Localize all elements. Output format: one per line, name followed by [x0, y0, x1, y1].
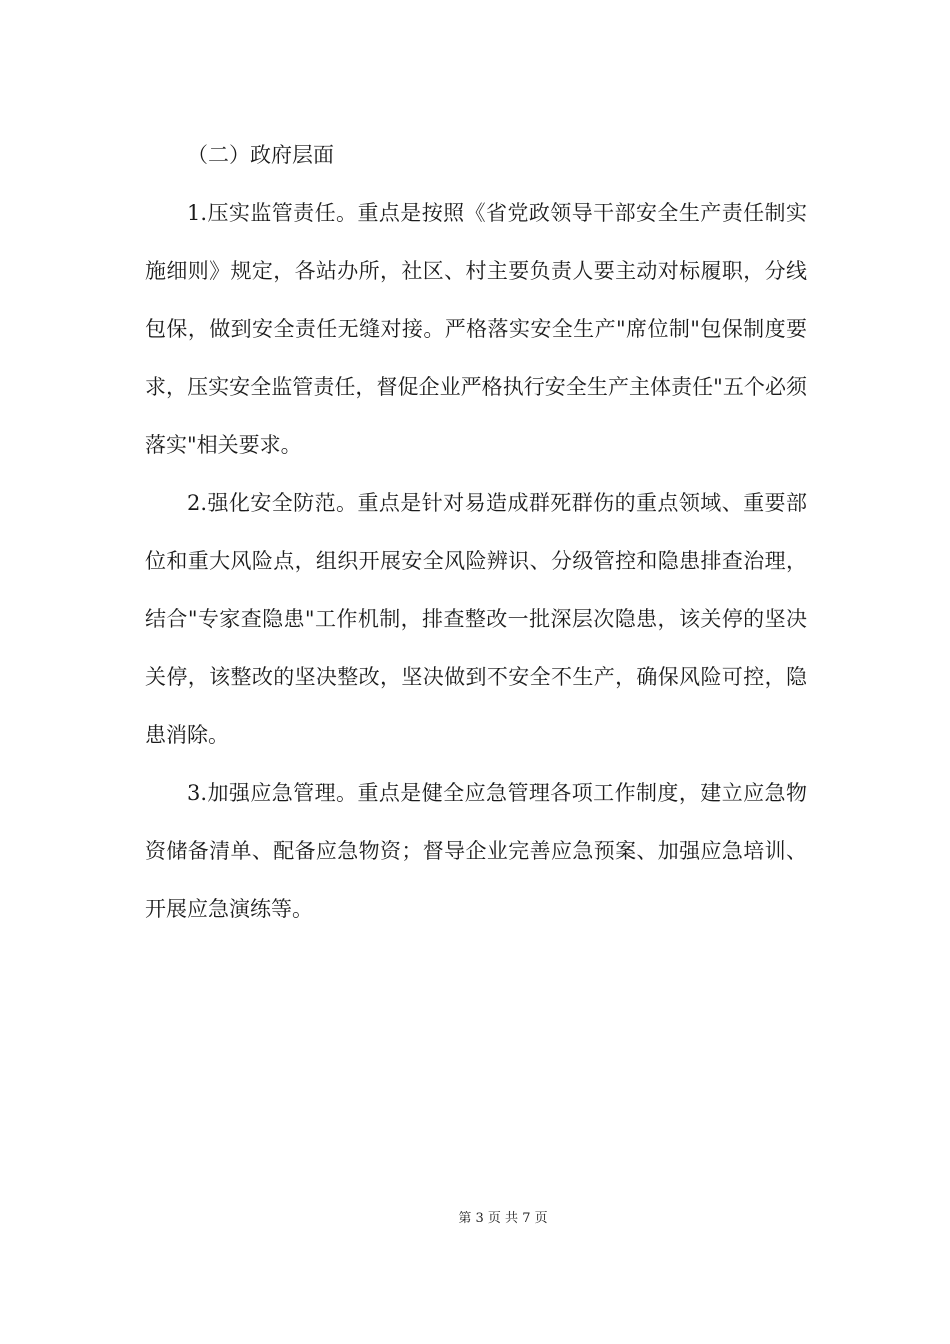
page-number: 第 3 页 共 7 页 — [458, 1211, 548, 1226]
paragraph-1: 1.压实监管责任。重点是按照《省党政领导干部安全生产责任制实施细则》规定，各站办所，社区、村主要负责人要主动对标履职，分线包保，做到安全责任无缝对接。严格落实安全生产"席位制"包保制度要求，压实安全监管责任，督促企业严格执行安全生产主体责任"五个必须落实"相关要求。 — [145, 201, 807, 457]
paragraph-2: 2.强化安全防范。重点是针对易造成群死群伤的重点领域、重要部位和重大风险点，组织开展安全风险辨识、分级管控和隐患排查治理，结合"专家查隐患"工作机制，排查整改一批深层次隐患，该关停的坚决关停，该整改的坚决整改，坚决做到不安全不生产，确保风险可控，隐患消除。 — [145, 491, 807, 747]
document-body — [145, 126, 807, 938]
section-heading: （二）政府层面 — [187, 143, 334, 167]
paragraph-3: 3.加强应急管理。重点是健全应急管理各项工作制度，建立应急物资储备清单、配备应急物资；督导企业完善应急预案、加强应急培训、开展应急演练等。 — [145, 781, 807, 921]
page-footer — [0, 1207, 950, 1226]
